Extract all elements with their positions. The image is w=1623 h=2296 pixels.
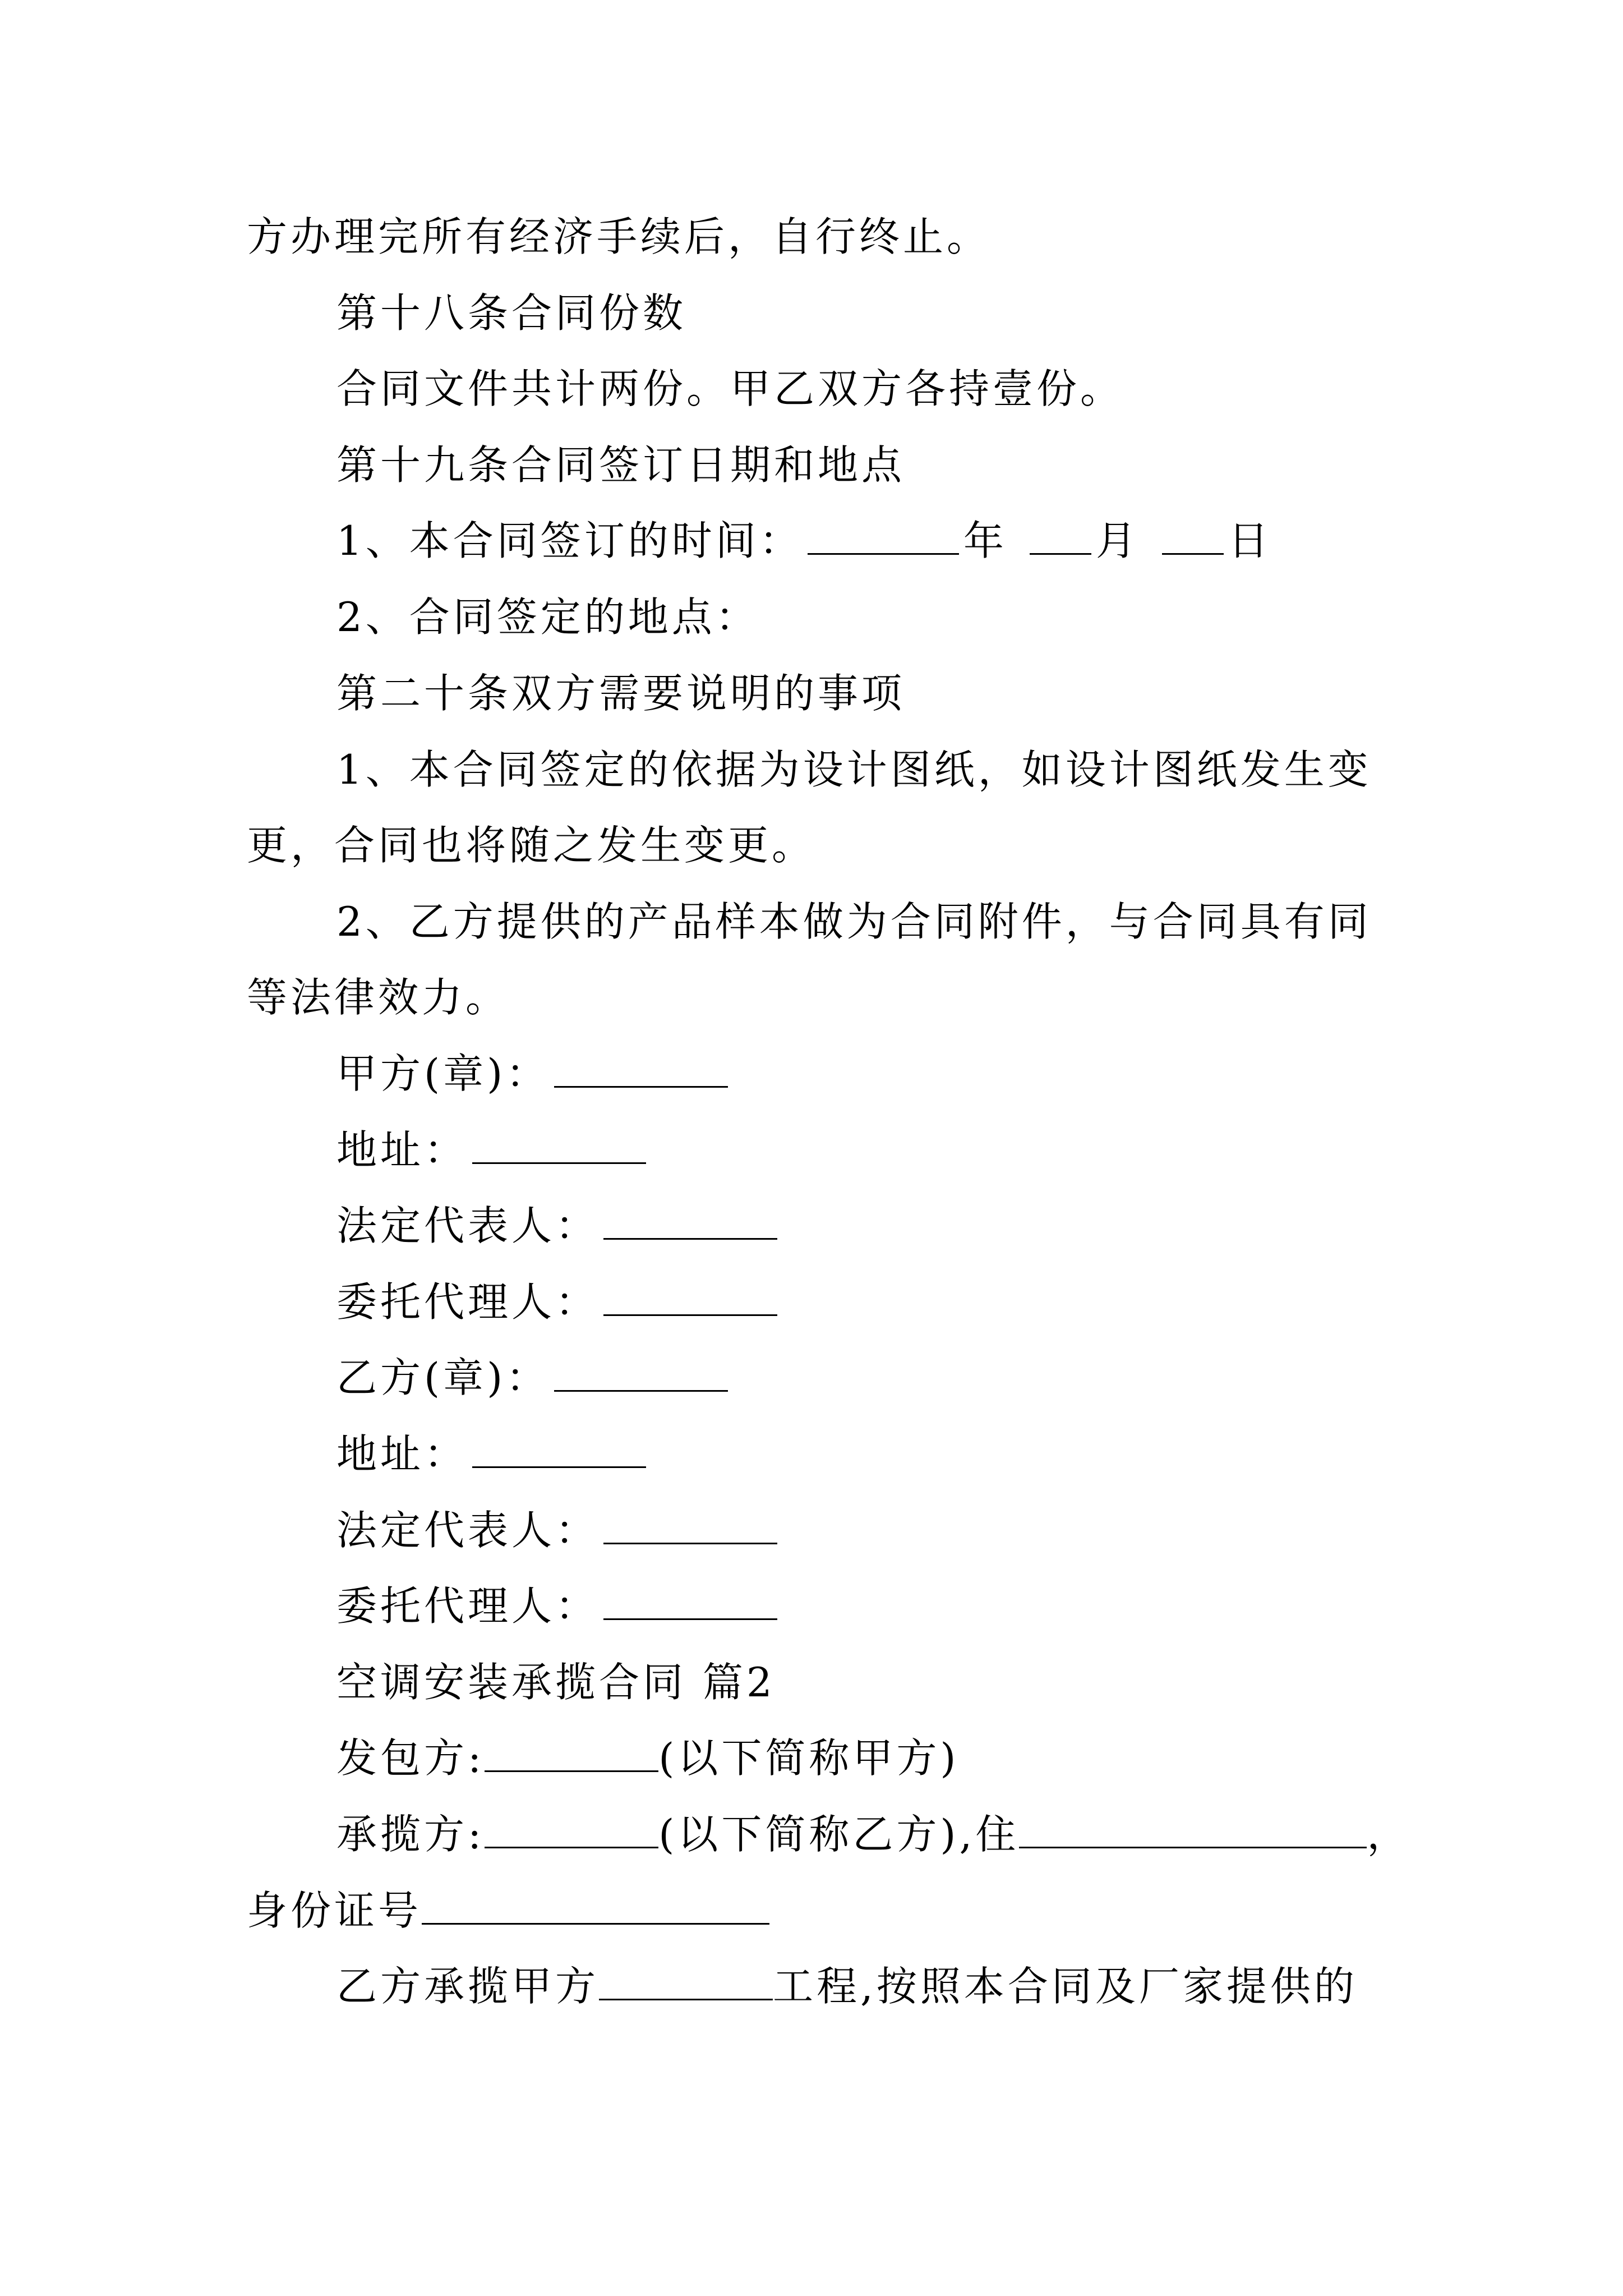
line-suffix: 工程,按照本合同及厂家提供的 xyxy=(773,1963,1358,2010)
article-heading: 第十八条合同份数 xyxy=(336,289,687,337)
blank-line xyxy=(472,1128,646,1164)
blank-line xyxy=(603,1280,777,1316)
text-line xyxy=(336,1958,1358,2014)
blank-line xyxy=(554,1355,728,1392)
blank-line xyxy=(485,1736,658,1772)
field-label: 法定代表人： xyxy=(336,1507,600,1554)
blank-line xyxy=(554,1051,728,1088)
field-label: 地址： xyxy=(336,1126,468,1174)
text-line: 合同文件共计两份。甲乙双方各持壹份。 xyxy=(336,365,1124,412)
blank-year xyxy=(808,518,959,555)
article-heading: 第二十条双方需要说明的事项 xyxy=(336,670,906,717)
blank-line xyxy=(485,1812,658,1848)
field-label: 身份证号 xyxy=(247,1887,422,1934)
party-b-address-field xyxy=(336,1426,651,1482)
text-line: 方办理完所有经济手续后，自行终止。 xyxy=(247,213,991,260)
blank-day xyxy=(1162,518,1224,555)
blank-line xyxy=(603,1203,777,1240)
party-b-agent-field xyxy=(336,1578,782,1634)
text-line: 等法律效力。 xyxy=(247,974,510,1021)
party-b-seal-field xyxy=(336,1350,732,1406)
field-label: 承揽方: xyxy=(336,1811,485,1858)
year-label: 年 xyxy=(963,517,1007,564)
section-title: 空调安装承揽合同 篇2 xyxy=(336,1659,776,1706)
field-label: 地址： xyxy=(336,1430,468,1478)
field-end: ， xyxy=(1367,1811,1411,1858)
text-line: 2、合同签定的地点： xyxy=(336,593,759,641)
line-prefix: 乙方承揽甲方 xyxy=(336,1963,600,2010)
field-label: 发包方: xyxy=(336,1734,485,1782)
blank-line xyxy=(472,1432,646,1468)
blank-line xyxy=(599,1964,773,2000)
text-line: 1、本合同签定的依据为设计图纸，如设计图纸发生变 xyxy=(336,746,1372,793)
blank-address xyxy=(1019,1812,1367,1848)
field-suffix: (以下简称乙方),住 xyxy=(658,1811,1020,1858)
text-line: 2、乙方提供的产品样本做为合同附件，与合同具有同 xyxy=(336,898,1372,945)
contractor-line xyxy=(336,1730,959,1786)
field-label: 委托代理人： xyxy=(336,1582,600,1630)
blank-line xyxy=(603,1508,777,1544)
date-prefix: 1、本合同签订的时间： xyxy=(336,517,803,564)
day-label: 日 xyxy=(1228,517,1272,564)
id-number-line xyxy=(247,1883,769,1939)
blank-line xyxy=(603,1584,777,1620)
month-label: 月 xyxy=(1095,517,1140,564)
signing-date-line xyxy=(336,513,1272,569)
blank-month xyxy=(1030,518,1091,555)
article-heading: 第十九条合同签订日期和地点 xyxy=(336,441,906,489)
party-a-address-field xyxy=(336,1122,651,1178)
party-a-seal-field xyxy=(336,1046,732,1102)
field-label: 法定代表人： xyxy=(336,1202,600,1249)
field-label: 甲方(章)： xyxy=(336,1050,550,1097)
party-a-representative-field xyxy=(336,1198,782,1254)
field-label: 委托代理人： xyxy=(336,1278,600,1326)
undertaker-line xyxy=(336,1806,1410,1862)
party-a-agent-field xyxy=(336,1274,782,1330)
party-b-representative-field xyxy=(336,1502,782,1558)
blank-line xyxy=(422,1888,769,1925)
text-line: 更，合同也将随之发生变更。 xyxy=(247,822,816,869)
field-label: 乙方(章)： xyxy=(336,1354,550,1401)
field-suffix: (以下简称甲方) xyxy=(658,1734,960,1782)
